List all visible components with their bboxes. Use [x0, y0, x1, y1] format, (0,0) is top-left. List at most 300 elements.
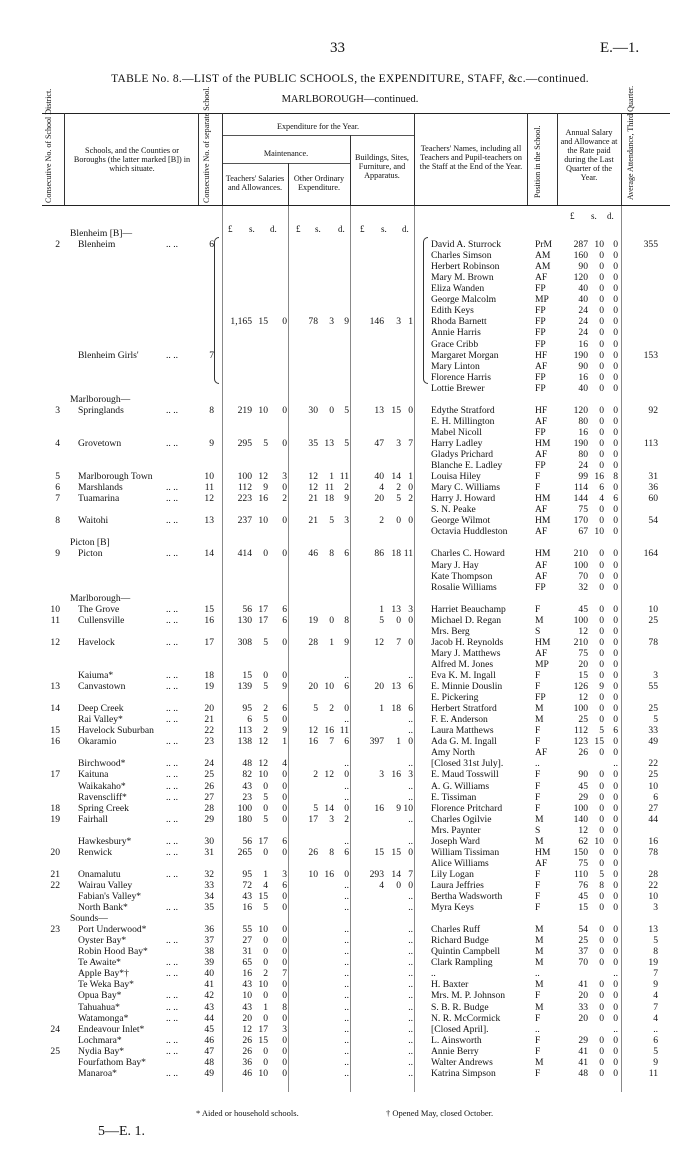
- attendance-value: 55: [648, 681, 658, 693]
- school-number: 29: [204, 813, 214, 825]
- salaries-cell-shillings: 0: [263, 780, 268, 792]
- salary-rate-cell-pounds: 45: [578, 780, 588, 792]
- teacher-name: Florence Harris: [431, 371, 491, 383]
- teacher-name: H. Baxter: [431, 979, 469, 991]
- attendance-value: 13: [648, 924, 658, 936]
- table-row: [0, 924, 700, 935]
- attendance-value: 22: [648, 879, 658, 891]
- attendance-value: 7: [653, 1001, 658, 1013]
- district-number: 2: [55, 239, 60, 251]
- salary-rate-cell-pounds: 24: [578, 460, 588, 472]
- salaries-cell-pounds: 100: [237, 802, 252, 814]
- buildings-cell-shillings: 14: [391, 471, 401, 483]
- teacher-name: Octavia Huddleston: [431, 526, 508, 538]
- salary-rate-cell-pounds: 12: [578, 692, 588, 704]
- table-row: [0, 261, 700, 272]
- school-name: Tuamarina: [78, 493, 120, 505]
- other-expenditure-cell-pounds: 26: [308, 846, 318, 858]
- other-expenditure-cell-pounds: 5: [313, 802, 318, 814]
- teacher-name: S. N. Peake: [431, 504, 476, 516]
- salary-rate-cell-shillings: 0: [599, 1034, 604, 1046]
- salaries-cell-shillings: 5: [263, 813, 268, 825]
- table-row: [0, 1046, 700, 1057]
- leader-dots: .. ..: [166, 1067, 178, 1079]
- salaries-cell-pounds: 113: [237, 725, 252, 737]
- teacher-name: George Malcolm: [431, 294, 497, 306]
- salaries-cell-pounds: 138: [237, 736, 252, 748]
- buildings-cell-pence: 1: [408, 316, 413, 328]
- salary-rate-cell-shillings: 0: [599, 802, 604, 814]
- salary-rate-cell-shillings: 0: [599, 272, 604, 284]
- table-row: [0, 593, 700, 604]
- buildings-cell-pounds: 4: [379, 482, 384, 494]
- buildings-cell-pence: 7: [408, 868, 413, 880]
- district-number: 9: [55, 548, 60, 560]
- other-expenditure-cell-pounds: 21: [308, 493, 318, 505]
- leader-dots: .. ..: [166, 703, 178, 715]
- buildings-cell-pounds: 3: [379, 769, 384, 781]
- position-code: M: [535, 714, 544, 726]
- salary-rate-cell-shillings: 0: [599, 603, 604, 615]
- salaries-cell-pence: 0: [282, 404, 287, 416]
- district-number: 5: [55, 471, 60, 483]
- table-subtitle: MARLBOROUGH—continued.: [281, 94, 419, 105]
- salaries-cell-pounds: 15: [242, 670, 252, 681]
- school-name: Spring Creek: [78, 802, 129, 814]
- attendance-value: 27: [648, 802, 658, 814]
- salary-rate-cell-pounds: 40: [578, 294, 588, 306]
- salary-rate-cell-shillings: 0: [599, 813, 604, 825]
- table-row: [0, 427, 700, 438]
- salaries-cell-shillings: 17: [258, 1023, 268, 1035]
- teacher-name: Mary J. Matthews: [431, 647, 501, 659]
- salaries-cell-pence: 0: [282, 437, 287, 449]
- salary-rate-cell-shillings: 0: [599, 824, 604, 836]
- salary-rate-cell-shillings: 0: [599, 769, 604, 781]
- salaries-cell-pounds: 223: [237, 493, 252, 505]
- table-row: [0, 548, 700, 559]
- school-name: Canvastown: [78, 681, 126, 693]
- buildings-cell-pence: 6: [408, 703, 413, 715]
- table-row: [0, 383, 700, 394]
- salaries-cell-pounds: 95: [242, 703, 252, 715]
- teacher-name: Katrina Simpson: [431, 1067, 496, 1079]
- other-expenditure-cell-pounds: 35: [308, 437, 318, 449]
- other-expenditure-cell-pounds: 21: [308, 515, 318, 527]
- other-expenditure-cell-pence: 6: [344, 681, 349, 693]
- school-name: Fairhall: [78, 813, 108, 825]
- position-code: FP: [535, 338, 546, 350]
- school-name: Manaroa*: [78, 1067, 117, 1079]
- teacher-name: N. R. McCormick: [431, 1012, 501, 1024]
- school-number: 16: [204, 614, 214, 626]
- table-row: [0, 604, 700, 615]
- district-number: 6: [55, 482, 60, 494]
- table-row: [0, 935, 700, 946]
- school-number: 46: [204, 1034, 214, 1046]
- buildings-cell-shillings: 1: [396, 736, 401, 748]
- table-title: TABLE No. 8.—LIST of the PUBLIC SCHOOLS, the EXPENDITURE, STAFF, &c.—continued.: [111, 73, 589, 85]
- other-expenditure-cell: ..: [344, 979, 349, 991]
- teacher-name: Eliza Wanden: [431, 283, 485, 295]
- position-code: F: [535, 471, 541, 483]
- salary-rate-cell-shillings: 0: [599, 360, 604, 372]
- other-expenditure-cell-pounds: 5: [313, 703, 318, 715]
- salaries-cell-shillings: 17: [258, 614, 268, 626]
- school-name: Te Weka Bay*: [78, 979, 134, 991]
- salary-rate-cell: ..: [613, 758, 618, 770]
- salaries-cell-pence: 0: [282, 957, 287, 969]
- school-name: Picton: [78, 548, 103, 560]
- school-number: 34: [204, 891, 214, 902]
- teacher-name: Bertha Wadsworth: [431, 891, 503, 902]
- other-expenditure-cell: ..: [344, 891, 349, 902]
- buildings-cell-shillings: 18: [391, 548, 401, 560]
- salaries-cell-pence: 9: [282, 725, 287, 737]
- attendance-value: 54: [648, 515, 658, 527]
- teacher-name: Harry Ladley: [431, 437, 483, 449]
- table-row: [0, 670, 700, 681]
- school-name: Blenheim [B]—: [70, 228, 133, 239]
- attendance-value: 8: [653, 946, 658, 958]
- position-code: M: [535, 979, 544, 991]
- school-name: Ravenscliff*: [78, 791, 127, 803]
- header-schools: Schools, and the Counties or Boroughs (the latter marked [B]) in which situate.: [73, 146, 191, 173]
- salary-rate-cell-pounds: 90: [578, 360, 588, 372]
- salary-rate-cell-pence: 0: [613, 636, 618, 648]
- leader-dots: .. ..: [166, 990, 178, 1002]
- salary-rate-cell-shillings: 0: [599, 614, 604, 626]
- table-row: [0, 471, 700, 482]
- salary-rate-cell-pence: 0: [613, 327, 618, 339]
- salary-rate-cell-pounds: 24: [578, 305, 588, 317]
- position-code: M: [535, 1001, 544, 1013]
- attendance-value: 78: [648, 636, 658, 648]
- salary-rate-cell-shillings: 0: [599, 404, 604, 416]
- salary-rate-cell-pounds: 123: [573, 736, 588, 748]
- school-name: Picton [B]: [70, 537, 110, 549]
- other-expenditure-cell: ..: [344, 957, 349, 969]
- position-code: S: [535, 625, 541, 637]
- school-name: Kaiuma*: [78, 670, 114, 681]
- teacher-name: Eva K. M. Ingall: [431, 670, 496, 681]
- salaries-cell-shillings: 0: [263, 946, 268, 958]
- buildings-cell-shillings: 0: [396, 515, 401, 527]
- school-name: Cullensville: [78, 614, 125, 626]
- table-row: [0, 1013, 700, 1024]
- attendance-value: 4: [653, 1012, 658, 1024]
- school-number: 33: [204, 879, 214, 891]
- school-name: Springlands: [78, 404, 124, 416]
- buildings-cell-pence: 3: [408, 769, 413, 781]
- buildings-cell-pence: 6: [408, 681, 413, 693]
- position-code: FP: [535, 316, 546, 328]
- salary-rate-cell-pence: 0: [613, 935, 618, 947]
- leader-dots: .. ..: [166, 548, 178, 560]
- header-bottom-rule: [42, 205, 670, 206]
- other-expenditure-cell-pence: 0: [344, 868, 349, 880]
- school-name: Havelock: [78, 636, 115, 648]
- buildings-cell-pence: 10: [403, 802, 413, 814]
- footnote-opened: † Opened May, closed October.: [386, 1108, 494, 1118]
- salaries-cell-shillings: 10: [258, 979, 268, 991]
- teacher-name: William Tissiman: [431, 846, 500, 858]
- school-number: 41: [204, 979, 214, 991]
- salary-rate-cell-shillings: 0: [599, 338, 604, 350]
- salaries-cell-pounds: 56: [242, 835, 252, 847]
- buildings-cell-shillings: 14: [391, 868, 401, 880]
- other-expenditure-cell-pounds: 2: [313, 769, 318, 781]
- school-number: 26: [204, 780, 214, 792]
- leader-dots: .. ..: [166, 670, 178, 681]
- salary-rate-cell-pence: 0: [613, 891, 618, 902]
- other-expenditure-cell-pence: 2: [344, 813, 349, 825]
- position-code: AF: [535, 857, 548, 869]
- school-number: 38: [204, 946, 214, 958]
- other-expenditure-cell-pence: 9: [344, 316, 349, 328]
- other-expenditure-cell: ..: [344, 968, 349, 980]
- school-number: 32: [204, 868, 214, 880]
- salary-rate-cell-pence: 0: [613, 382, 618, 394]
- school-number: 15: [204, 603, 214, 615]
- salaries-cell-shillings: 10: [258, 404, 268, 416]
- other-expenditure-cell-shillings: 2: [329, 703, 334, 715]
- leader-dots: .. ..: [166, 1045, 178, 1057]
- school-name: Te Awaite*: [78, 957, 121, 969]
- school-name: Waikakaho*: [78, 780, 126, 792]
- school-number: 47: [204, 1045, 214, 1057]
- salaries-cell-pounds: 308: [237, 636, 252, 648]
- salaries-cell-pence: 0: [282, 636, 287, 648]
- other-expenditure-cell: ..: [344, 1012, 349, 1024]
- salaries-cell-pence: 0: [282, 802, 287, 814]
- salary-rate-cell-pounds: 24: [578, 327, 588, 339]
- buildings-cell-pounds: 12: [374, 636, 384, 648]
- salary-rate-cell-pence: 0: [613, 658, 618, 670]
- col-sep: [288, 163, 289, 205]
- salary-rate-cell-pence: 0: [613, 338, 618, 350]
- buildings-cell-shillings: 3: [396, 437, 401, 449]
- table-row: [0, 582, 700, 593]
- teacher-name: S. B. R. Budge: [431, 1001, 489, 1013]
- header-salary-rate: Annual Salary and Allowance at the Rate paid during the Last Quarter of the Year.: [560, 128, 618, 182]
- buildings-cell: ..: [408, 891, 413, 902]
- teacher-name: Charles C. Howard: [431, 548, 505, 560]
- position-code: FP: [535, 382, 546, 394]
- position-code: F: [535, 1034, 541, 1046]
- salary-rate-cell-pounds: 32: [578, 581, 588, 593]
- teacher-name: Clark Rampling: [431, 957, 493, 969]
- position-code: F: [535, 868, 541, 880]
- school-number: 43: [204, 1001, 214, 1013]
- school-number: 40: [204, 968, 214, 980]
- salary-rate-cell-pence: 0: [613, 360, 618, 372]
- salary-rate-cell-pounds: 170: [573, 515, 588, 527]
- buildings-cell-pounds: 16: [374, 802, 384, 814]
- salaries-cell-pence: 0: [282, 935, 287, 947]
- salary-rate-cell-shillings: 0: [599, 846, 604, 858]
- salary-rate-cell-pence: 0: [613, 449, 618, 460]
- school-number: 44: [204, 1012, 214, 1024]
- school-name: Grovetown: [78, 437, 122, 449]
- school-number: 6: [209, 239, 214, 251]
- position-code: AF: [535, 504, 548, 516]
- table-row: [0, 703, 700, 714]
- salary-rate-cell-shillings: 0: [599, 647, 604, 659]
- teacher-name: Edythe Stratford: [431, 404, 495, 416]
- teacher-name: Richard Budge: [431, 935, 489, 947]
- teacher-name: Myra Keys: [431, 902, 474, 914]
- salaries-cell-pounds: 48: [242, 758, 252, 770]
- school-number: 28: [204, 802, 214, 814]
- salary-rate-cell-shillings: 15: [594, 736, 604, 748]
- salary-rate-cell-shillings: 0: [599, 570, 604, 582]
- attendance-value: 31: [648, 471, 658, 483]
- salary-rate-cell-shillings: 6: [599, 482, 604, 494]
- salary-rate-cell-shillings: 0: [599, 935, 604, 947]
- district-number: 10: [50, 603, 60, 615]
- position-code: AF: [535, 272, 548, 284]
- buildings-cell-pounds: 13: [374, 404, 384, 416]
- attendance-value: 4: [653, 990, 658, 1002]
- salary-rate-cell-pence: 0: [613, 736, 618, 748]
- salary-rate-cell-pounds: 41: [578, 979, 588, 991]
- salary-rate-cell: ..: [613, 1023, 618, 1035]
- teacher-name: Rosalie Williams: [431, 581, 497, 593]
- salaries-cell-shillings: 12: [258, 471, 268, 483]
- school-number: 37: [204, 935, 214, 947]
- page-number: 33: [330, 40, 345, 56]
- salary-rate-cell-pounds: 120: [573, 272, 588, 284]
- salary-rate-cell-pence: 0: [613, 283, 618, 295]
- salary-rate-cell-shillings: 9: [599, 681, 604, 693]
- salaries-cell-pounds: 36: [242, 1056, 252, 1068]
- teacher-name: Mrs. M. P. Johnson: [431, 990, 506, 1002]
- salaries-cell-pence: 0: [282, 990, 287, 1002]
- salaries-cell-pounds: 82: [242, 769, 252, 781]
- salaries-cell-shillings: 5: [263, 636, 268, 648]
- position-code: M: [535, 813, 544, 825]
- salaries-cell-shillings: 0: [263, 548, 268, 560]
- teacher-name: Louisa Hiley: [431, 471, 481, 483]
- salaries-cell-shillings: 10: [258, 924, 268, 936]
- currency-units: £ s. d. £ s. d. £ s. d.: [228, 224, 409, 234]
- other-expenditure-cell: ..: [344, 1056, 349, 1068]
- district-number: 21: [50, 868, 60, 880]
- attendance-value: 7: [653, 968, 658, 980]
- salary-rate-cell-pence: 0: [613, 979, 618, 991]
- salary-rate-cell-pounds: 150: [573, 846, 588, 858]
- school-name: North Bank*: [78, 902, 128, 914]
- table-row: [0, 526, 700, 537]
- position-code: F: [535, 902, 541, 914]
- col-sep: [350, 135, 351, 205]
- teacher-name: E. Minnie Douslin: [431, 681, 503, 693]
- other-expenditure-cell-pounds: 46: [308, 548, 318, 560]
- table-row: [0, 283, 700, 294]
- other-expenditure-cell-pence: 0: [344, 769, 349, 781]
- salaries-cell-pounds: 10: [242, 990, 252, 1002]
- attendance-value: 92: [648, 404, 658, 416]
- salaries-cell-shillings: 2: [263, 725, 268, 737]
- salary-rate-cell-shillings: 0: [599, 294, 604, 306]
- salary-rate-cell-shillings: 0: [599, 548, 604, 560]
- school-name: Marlborough—: [70, 592, 131, 604]
- salary-rate-cell-pence: 0: [613, 681, 618, 693]
- other-expenditure-cell-pounds: 78: [308, 316, 318, 328]
- salary-rate-cell-pence: 0: [613, 990, 618, 1002]
- salary-rate-cell-shillings: 0: [599, 504, 604, 516]
- school-number: 49: [204, 1067, 214, 1079]
- salary-rate-cell-shillings: 0: [599, 581, 604, 593]
- position-code: AF: [535, 647, 548, 659]
- attendance-value: 5: [653, 935, 658, 947]
- position-code: AF: [535, 415, 548, 427]
- salary-rate-cell-pence: 0: [613, 272, 618, 284]
- salaries-cell-pounds: 26: [242, 1034, 252, 1046]
- teacher-name: David A. Sturrock: [431, 239, 502, 251]
- teacher-name: E. Pickering: [431, 692, 479, 704]
- teacher-name: Margaret Morgan: [431, 349, 499, 361]
- salary-rate-cell-pounds: 75: [578, 504, 588, 516]
- district-number: 19: [50, 813, 60, 825]
- table-row: [0, 327, 700, 338]
- salaries-cell-pounds: 46: [242, 1067, 252, 1079]
- teacher-name: Amy North: [431, 747, 475, 759]
- buildings-cell-pence: 1: [408, 471, 413, 483]
- district-number: 3: [55, 404, 60, 416]
- school-number: 9: [209, 437, 214, 449]
- teacher-name: Jacob H. Reynolds: [431, 636, 504, 648]
- header-teachers: Teachers' Names, including all Teachers and Pupil-teachers on the Staff at the End of the Year.: [419, 144, 523, 171]
- table-row: [0, 880, 700, 891]
- salaries-cell-pence: 3: [282, 868, 287, 880]
- school-name: Sounds—: [70, 913, 108, 925]
- buildings-cell: ..: [408, 1001, 413, 1013]
- position-code: HF: [535, 349, 548, 361]
- position-code: FP: [535, 371, 546, 383]
- leader-dots: .. ..: [166, 935, 178, 947]
- buildings-cell-pence: 0: [408, 846, 413, 858]
- salary-rate-cell-pence: 0: [613, 902, 618, 914]
- buildings-cell: ..: [408, 1023, 413, 1035]
- school-name: Apple Bay*†: [78, 968, 129, 980]
- other-expenditure-cell-pence: 5: [344, 437, 349, 449]
- school-number: 10: [204, 471, 214, 483]
- school-name: Onamalutu: [78, 868, 121, 880]
- attendance-value: 9: [653, 1056, 658, 1068]
- salary-rate-cell-pounds: 99: [578, 471, 588, 483]
- school-name: Robin Hood Bay*: [78, 946, 148, 958]
- other-expenditure-cell: ..: [344, 924, 349, 936]
- salary-rate-cell-pounds: 16: [578, 338, 588, 350]
- teacher-name: Mary C. Williams: [431, 482, 500, 494]
- salaries-cell-pounds: 6: [247, 714, 252, 726]
- position-code: F: [535, 681, 541, 693]
- col-sep: [414, 113, 415, 205]
- salary-rate-cell-pounds: 41: [578, 1045, 588, 1057]
- teacher-name: Herbert Stratford: [431, 703, 497, 715]
- salary-rate-cell-pence: 0: [613, 791, 618, 803]
- leader-dots: .. ..: [166, 349, 178, 361]
- buildings-cell-shillings: 7: [396, 636, 401, 648]
- leader-dots: .. ..: [166, 769, 178, 781]
- school-name: Marlborough Town: [78, 471, 153, 483]
- salary-rate-cell-pounds: 25: [578, 714, 588, 726]
- salaries-cell-pounds: 112: [237, 482, 252, 494]
- other-expenditure-cell: ..: [344, 1034, 349, 1046]
- salary-rate-cell-pounds: 100: [573, 802, 588, 814]
